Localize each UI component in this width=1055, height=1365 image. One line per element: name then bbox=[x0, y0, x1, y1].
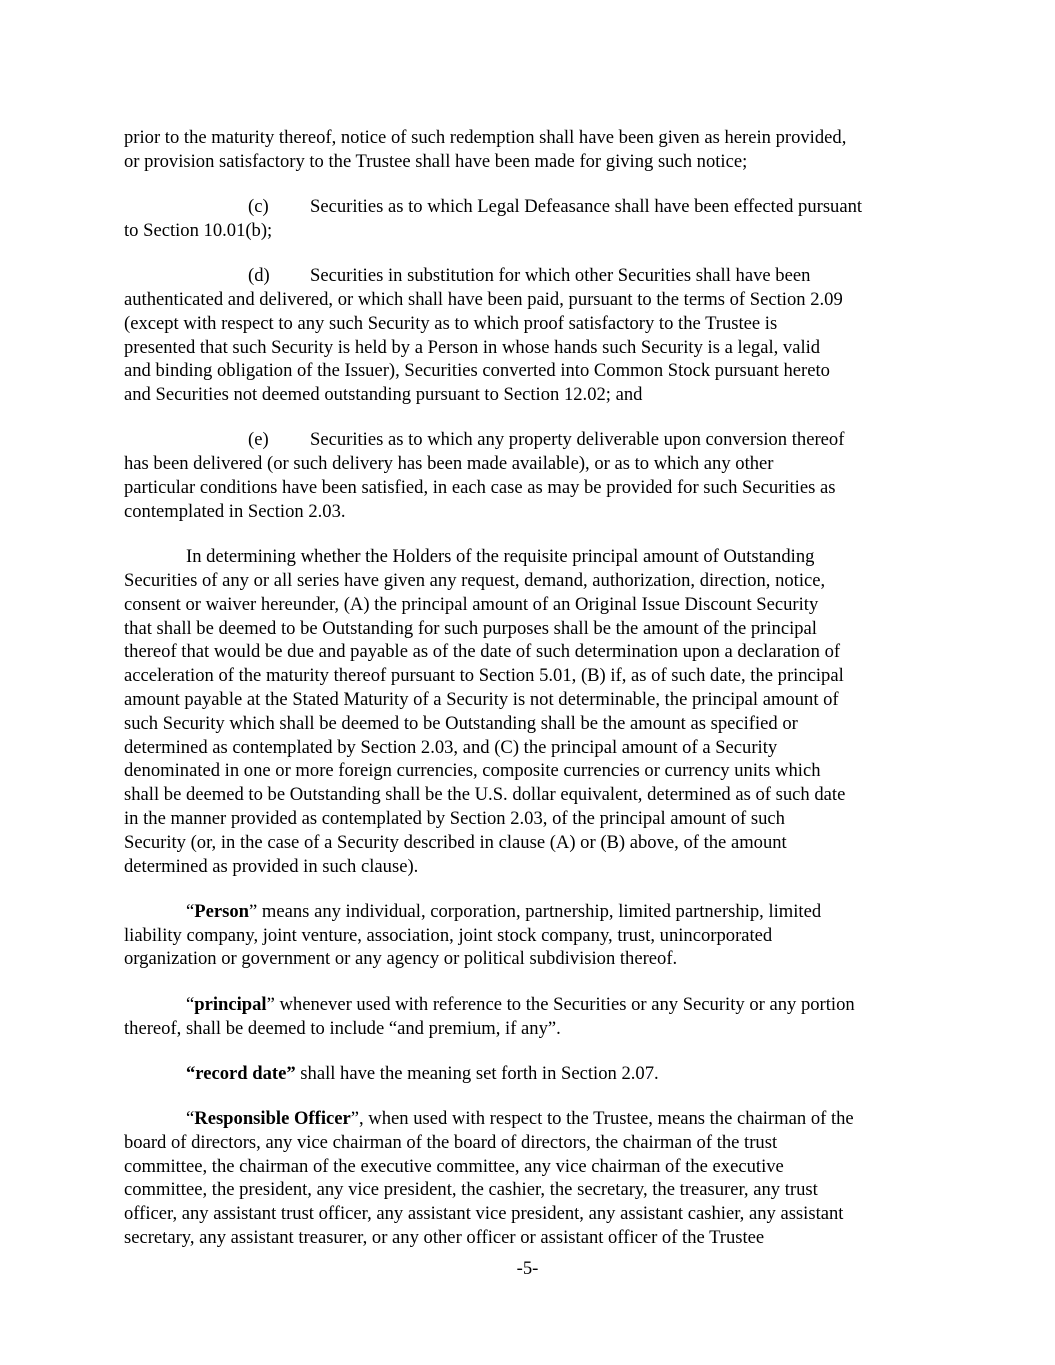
text-line: in the manner provided as contemplated by Section 2.03, of the principal amount of such bbox=[124, 807, 785, 829]
text-line: or provision satisfactory to the Trustee shall have been made for giving such notice; bbox=[124, 150, 748, 172]
definition-record-date bbox=[124, 1062, 936, 1086]
open-quote: “ bbox=[186, 900, 195, 922]
text-line: denominated in one or more foreign currencies, composite currencies or currency units which bbox=[124, 760, 821, 782]
page-number: -5- bbox=[516, 1258, 539, 1279]
definition-person bbox=[124, 900, 936, 971]
defined-term: Responsible Officer bbox=[194, 1108, 351, 1130]
text-line: presented that such Security is held by a Person in whose hands such Security is a legal, valid bbox=[124, 336, 821, 358]
text-line: organization or government or any agency or political subdivision thereof. bbox=[124, 948, 678, 970]
text-line: secretary, any assistant treasurer, or any other officer or assistant officer of the Trustee bbox=[124, 1227, 765, 1249]
clause-c-first-line bbox=[124, 195, 936, 219]
text-line: Securities as to which any property deliverable upon conversion thereof bbox=[310, 429, 845, 451]
text-line: that shall be deemed to be Outstanding for such purposes shall be the amount of the principal bbox=[124, 617, 817, 639]
text-line: amount payable at the Stated Maturity of a Security is not determinable, the principal amount of bbox=[124, 688, 839, 710]
text-line: and Securities not deemed outstanding pursuant to Section 12.02; and bbox=[124, 384, 643, 406]
clause-label: (e) bbox=[248, 429, 269, 451]
text-line: committee, the chairman of the executive committee, any vice chairman of the executive bbox=[124, 1155, 784, 1177]
text-line: to Section 10.01(b); bbox=[124, 219, 273, 241]
text-line: shall have the meaning set forth in Section 2.07. bbox=[295, 1062, 659, 1084]
clause-label: (d) bbox=[248, 265, 270, 287]
text-line: ” means any individual, corporation, partnership, limited partnership, limited bbox=[249, 900, 822, 922]
clause-c bbox=[124, 195, 936, 243]
text-line: consent or waiver hereunder, (A) the principal amount of an Original Issue Discount Security bbox=[124, 593, 819, 615]
determining-paragraph bbox=[124, 545, 936, 878]
text-line: Securities of any or all series have given any request, demand, authorization, direction, notice, bbox=[124, 569, 826, 591]
text-line: particular conditions have been satisfied, in each case as may be provided for such Securities as bbox=[124, 477, 836, 499]
text-line: board of directors, any vice chairman of the board of directors, the chairman of the trust bbox=[124, 1131, 778, 1153]
clause-d bbox=[124, 264, 936, 407]
text-line: Securities as to which Legal Defeasance shall have been effected pursuant bbox=[310, 196, 863, 218]
text-line: acceleration of the maturity thereof pursuant to Section 5.01, (B) if, as of such date, the principal bbox=[124, 665, 844, 687]
clause-d-first-line bbox=[124, 264, 936, 288]
definition-responsible-officer bbox=[124, 1107, 936, 1250]
text-line: (except with respect to any such Security as to which proof satisfactory to the Trustee is bbox=[124, 312, 778, 334]
text-line: thereof that would be due and payable as of the date of such determination upon a declaration of bbox=[124, 641, 841, 663]
clause-e-first-line bbox=[124, 428, 936, 452]
text-line: liability company, joint venture, association, joint stock company, trust, unincorporated bbox=[124, 924, 773, 946]
document-page bbox=[124, 126, 936, 1271]
clause-e bbox=[124, 428, 936, 523]
text-line: and binding obligation of the Issuer), Securities converted into Common Stock pursuant hereto bbox=[124, 360, 830, 382]
text-line: authenticated and delivered, or which shall have been paid, pursuant to the terms of Section 2.09 bbox=[124, 288, 843, 310]
text-line: Securities in substitution for which other Securities shall have been bbox=[310, 265, 811, 287]
text-line: thereof, shall be deemed to include “and premium, if any”. bbox=[124, 1017, 561, 1039]
defined-term: principal bbox=[194, 993, 267, 1015]
definition-principal bbox=[124, 993, 936, 1041]
text-line: committee, the president, any vice president, the cashier, the secretary, the treasurer, any trust bbox=[124, 1179, 818, 1201]
text-line: ”, when used with respect to the Trustee, means the chairman of the bbox=[350, 1108, 854, 1130]
text-line: Security (or, in the case of a Security described in clause (A) or (B) above, of the amount bbox=[124, 831, 787, 853]
text-line: contemplated in Section 2.03. bbox=[124, 500, 346, 522]
defined-term: “record date” bbox=[186, 1062, 296, 1084]
text-line: determined as contemplated by Section 2.03, and (C) the principal amount of a Security bbox=[124, 736, 778, 758]
text-line: officer, any assistant trust officer, any assistant vice president, any assistant cashier, any assistant bbox=[124, 1203, 844, 1225]
text-line: shall be deemed to be Outstanding shall be the U.S. dollar equivalent, determined as of such date bbox=[124, 784, 846, 806]
defined-term: Person bbox=[194, 900, 250, 922]
text-line: has been delivered (or such delivery has been made available), or as to which any other bbox=[124, 453, 774, 475]
text-line: prior to the maturity thereof, notice of such redemption shall have been given as herein provided, bbox=[124, 127, 847, 148]
open-quote: “ bbox=[186, 1108, 195, 1130]
open-quote: “ bbox=[186, 993, 195, 1015]
text-line: ” whenever used with reference to the Securities or any Security or any portion bbox=[266, 993, 855, 1015]
clause-label: (c) bbox=[248, 196, 269, 218]
text-line: In determining whether the Holders of the requisite principal amount of Outstanding bbox=[186, 546, 815, 568]
text-line: such Security which shall be deemed to be Outstanding shall be the amount as specified or bbox=[124, 712, 798, 734]
continuation-paragraph bbox=[124, 126, 936, 174]
text-line: determined as provided in such clause). bbox=[124, 855, 419, 877]
